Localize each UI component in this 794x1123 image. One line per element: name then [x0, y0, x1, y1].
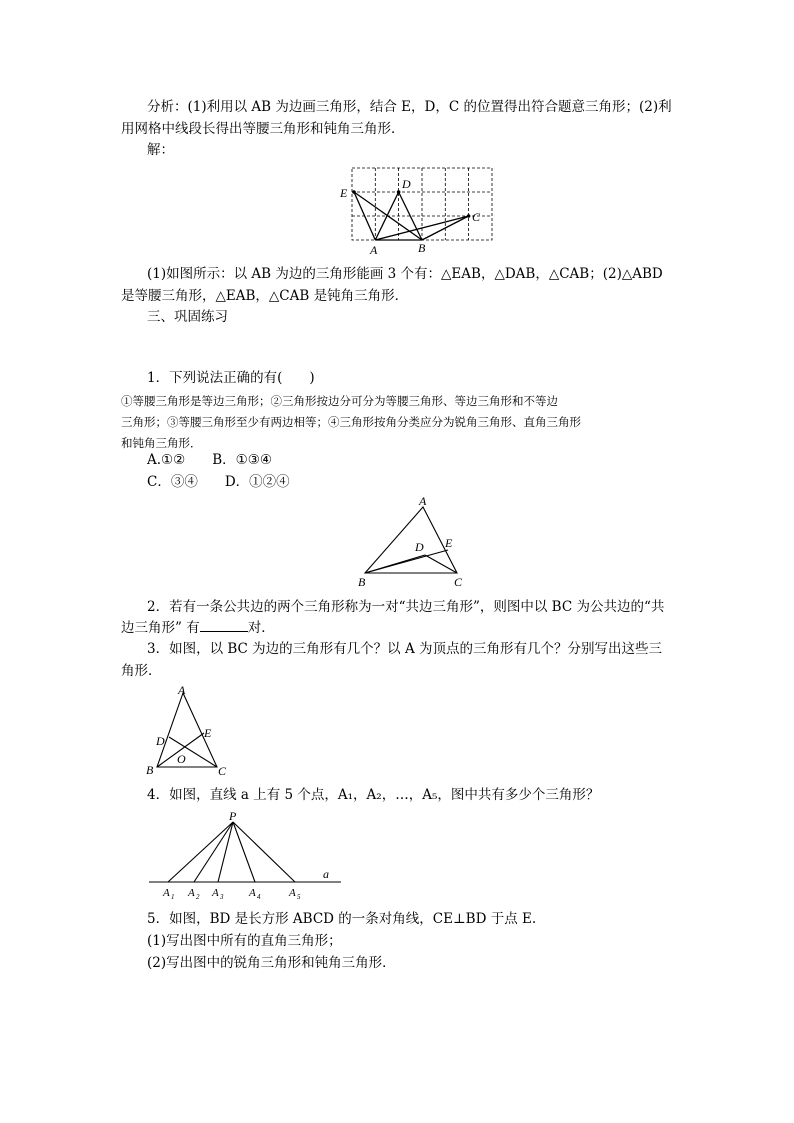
q4-label-p: P — [229, 809, 237, 823]
q3-label-c: C — [218, 764, 227, 778]
q5-line-1: 5．如图，BD 是长方形 ABCD 的一条对角线，CE⊥BD 于点 E. — [147, 911, 537, 927]
solution-line-1: (1)如图所示：以 AB 为边的三角形能画 3 个有：△EAB，△DAB，△CAB；(2)△ABD — [147, 266, 663, 282]
q4-label-a1-sub: 1 — [171, 893, 175, 901]
q2-triangle-figure — [355, 495, 475, 590]
q4-label-a2-sub: 2 — [196, 893, 200, 901]
grid-label-b: B — [418, 241, 426, 255]
q5-line-2: (1)写出图中所有的直角三角形； — [147, 933, 342, 949]
solution-line-2: 是等腰三角形，△EAB，△CAB 是钝角三角形． — [121, 288, 409, 304]
section-title: 三、巩固练习 — [147, 309, 228, 325]
q4-label-a3: A — [212, 887, 219, 899]
q4-label-a4-sub: 4 — [257, 893, 261, 901]
q2-label-b: B — [358, 575, 366, 589]
grid-label-c: C — [472, 210, 481, 224]
q3-line-1: 3．如图，以 BC 为边的三角形有几个？以 A 为顶点的三角形有几个？分别写出这些三 — [147, 641, 663, 657]
grid-figure — [330, 160, 500, 260]
analysis-line-1: 分析：(1)利用以 AB 为边画三角形，结合 E，D，C 的位置得出符合题意三角形；(2)利 — [147, 99, 672, 115]
solution-label: 解： — [147, 142, 174, 158]
q2-label-e: E — [445, 536, 453, 550]
q5-line-3: (2)写出图中的锐角三角形和钝角三角形． — [147, 955, 396, 971]
q3-label-e: E — [204, 726, 212, 740]
analysis-line-2: 用网格中线段长得出等腰三角形和钝角三角形． — [121, 121, 405, 137]
q4-label-a1: A — [163, 887, 170, 899]
q1-statement-3: 和钝角三角形． — [121, 436, 202, 450]
q1-statement-2: 三角形；③等腰三角形至少有两边相等；④三角形按角分类应分为锐角三角形、直角三角形 — [121, 415, 581, 429]
q3-triangle-figure — [140, 683, 235, 778]
q2-line-2: 边三角形” 有 对． — [121, 620, 275, 636]
q2-label-d: D — [415, 540, 424, 554]
q1-stem: 1．下列说法正确的有( ) — [147, 370, 315, 386]
q2-answer-blank[interactable] — [200, 619, 248, 632]
q4-line-1: 4．如图，直线 a 上有 5 个点，A₁，A₂，…，A₅，图中共有多少个三角形？ — [147, 787, 600, 803]
q2-line-1: 2．若有一条公共边的两个三角形称为一对“共边三角形”，则图中以 BC 为公共边的“共 — [147, 599, 665, 615]
q3-label-a: A — [178, 683, 186, 697]
q4-label-a2: A — [188, 887, 195, 899]
grid-label-d: D — [402, 177, 411, 191]
q4-label-a5: A — [289, 887, 296, 899]
q2-label-c: C — [454, 575, 463, 589]
q3-label-b: B — [146, 763, 154, 777]
q4-line-figure — [145, 808, 345, 903]
q4-label-a5-sub: 5 — [297, 893, 301, 901]
q3-label-d: D — [156, 734, 165, 748]
q1-options-2: C．③④ D．①②④ — [147, 474, 290, 490]
grid-label-a: A — [370, 243, 378, 257]
q3-label-o: O — [177, 752, 186, 766]
q1-statement-1: ①等腰三角形是等边三角形；②三角形按边分可分为等腰三角形、等边三角形和不等边 — [121, 394, 558, 408]
q1-options-1: A.①② B．①③④ — [147, 452, 272, 468]
q2-label-a: A — [419, 494, 427, 508]
q3-line-2: 角形． — [121, 663, 162, 679]
grid-label-e: E — [340, 186, 348, 200]
q4-label-a4: A — [249, 887, 256, 899]
q4-label-a-line: a — [323, 867, 329, 881]
q4-label-a3-sub: 3 — [220, 893, 224, 901]
